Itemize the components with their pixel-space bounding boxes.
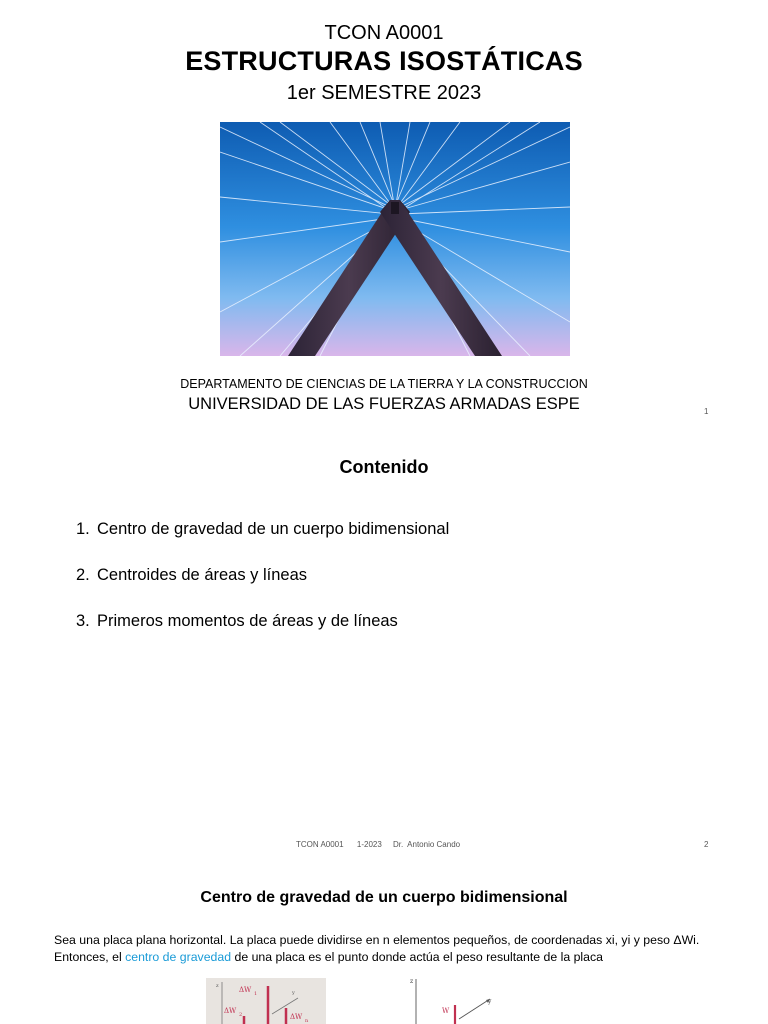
weight-sub-n: n: [305, 1018, 309, 1024]
page-number: 1: [704, 407, 709, 416]
semester-label: 1er SEMESTRE 2023: [286, 82, 482, 104]
z-axis-label: z: [410, 978, 414, 985]
list-item-number: 3.: [76, 612, 90, 630]
list-item: [76, 520, 449, 539]
weight-elements-figure: [206, 978, 326, 1024]
course-code: TCON A0001: [324, 22, 444, 44]
body-paragraph: [54, 932, 734, 966]
resultant-weight-label: W: [442, 1007, 450, 1015]
weight-label-1: ΔW: [239, 986, 252, 994]
page-number: 2: [704, 840, 709, 849]
section-heading: Centro de gravedad de un cuerpo bidimensional: [200, 889, 568, 906]
list-item-text: Centroides de áreas y líneas: [97, 566, 308, 584]
weight-label-n: ΔW: [290, 1013, 303, 1021]
resultant-weight-figure: [404, 975, 504, 1024]
department-name: DEPARTAMENTO DE CIENCIAS DE LA TIERRA Y LA CONSTRUCCION: [180, 377, 588, 391]
list-item-text: Primeros momentos de áreas y de líneas: [97, 612, 398, 630]
list-item-number: 1.: [76, 520, 90, 538]
paragraph-text: Sea una placa plana horizontal. La placa puede dividirse en n elementos pequeños, de coordenadas xi, yi y peso ΔWi. Entonces, el: [54, 933, 700, 964]
y-axis-label: y: [488, 998, 492, 1005]
list-item: [76, 612, 398, 631]
cable-stayed-bridge-photo: [220, 122, 570, 356]
weight-label-2: ΔW: [224, 1007, 237, 1015]
weight-sub-1: 1: [254, 991, 258, 997]
list-item: [76, 566, 307, 585]
centro-de-gravedad-link[interactable]: centro de gravedad: [125, 950, 232, 964]
contents-heading: Contenido: [339, 457, 429, 477]
paragraph-text: de una placa es el punto donde actúa el peso resultante de la placa: [231, 950, 603, 964]
list-item-text: Centro de gravedad de un cuerpo bidimensional: [97, 520, 450, 538]
weight-sub-2: 2: [239, 1012, 243, 1018]
y-axis-label: y: [292, 990, 295, 996]
slide-footer: TCON A0001 1-2023 Dr. Antonio Cando: [296, 840, 461, 849]
z-axis-label: z: [216, 983, 219, 989]
university-name: UNIVERSIDAD DE LAS FUERZAS ARMADAS ESPE: [188, 395, 580, 413]
list-item-number: 2.: [76, 566, 90, 584]
course-title: ESTRUCTURAS ISOSTÁTICAS: [185, 46, 583, 76]
